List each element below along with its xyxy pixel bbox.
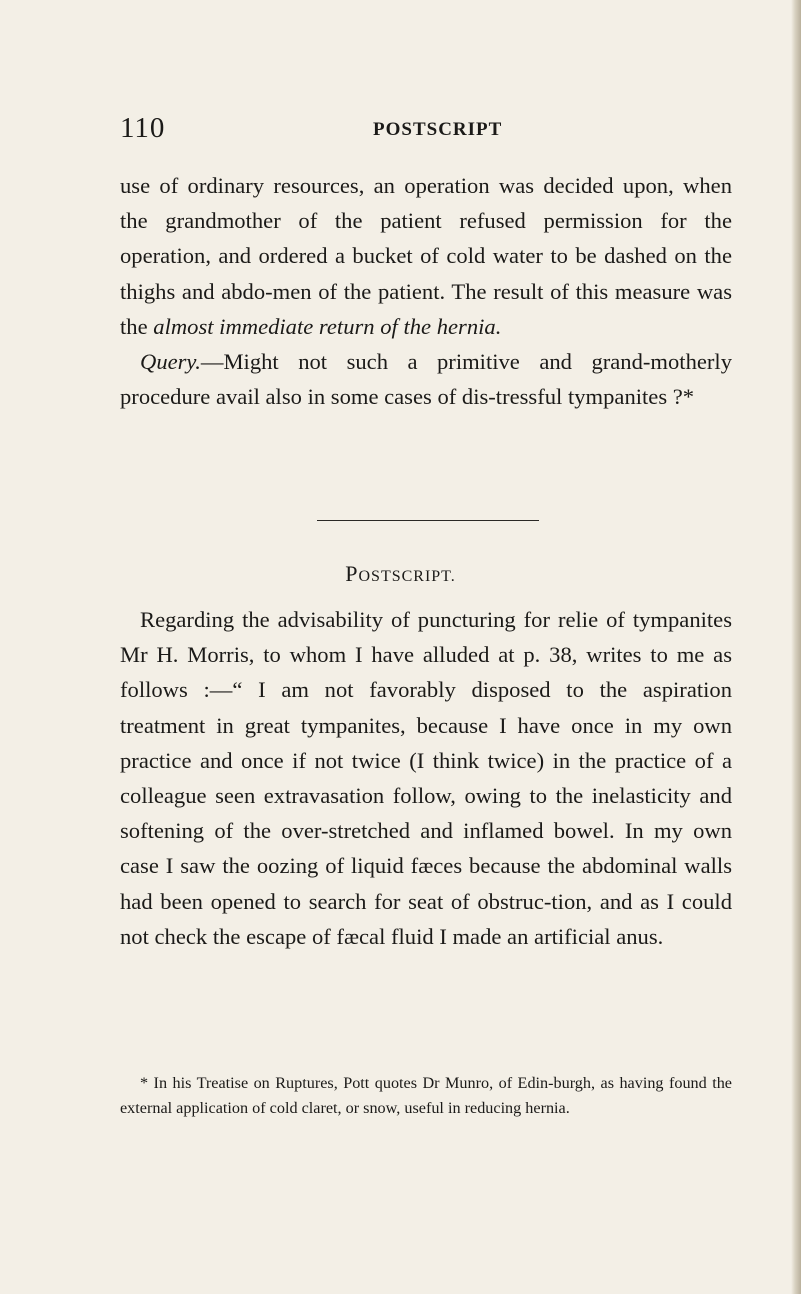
italic-phrase: almost immediate return of the hernia.	[153, 313, 502, 339]
section-divider	[317, 520, 539, 521]
body-text-postscript	[120, 602, 732, 954]
page-edge	[791, 0, 801, 1294]
section-heading	[0, 561, 801, 587]
paragraph-text: use of ordinary resources, an operation was decided upon, when the grandmother of the patient refused permission for the operation, and ordered a bucket of cold water to be dashed on the thighs and abdo-men of the patient. The result of this measure was the	[120, 173, 732, 339]
paragraph-text: —Might not such a primitive and grand-motherly procedure avail also in some cases of dis-tressful tympanites ?*	[120, 349, 732, 410]
section-heading-rest: OSTSCRIPT.	[358, 568, 456, 585]
page-header	[120, 112, 720, 152]
footnote-text: * In his Treatise on Ruptures, Pott quotes Dr Munro, of Edin-burgh, as having found the external application of cold claret, or snow, useful in reducing hernia.	[120, 1074, 732, 1117]
section-heading-initial: P	[345, 561, 359, 586]
paragraph-query	[120, 344, 732, 414]
paragraph-hernia-remedy	[120, 168, 732, 344]
page-number: 110	[120, 112, 166, 144]
query-label: Query.	[140, 349, 201, 375]
body-text-top	[120, 168, 732, 414]
running-head: POSTSCRIPT	[373, 119, 503, 140]
paragraph-postscript: Regarding the advisability of puncturing for relie of tympanites Mr H. Morris, to whom I have alluded at p. 38, writes to me as follows :—“ I am not favorably disposed to the aspiration treatment in great tympanites, because I have once in my own practice and once if not twice (I think twice) in the practice of a colleague seen extravasation follow, owing to the inelasticity and softening of the over-stretched and inflamed bowel. In my own case I saw the oozing of liquid fæces because the abdominal walls had been opened to search for seat of obstruc-tion, and as I could not check the escape of fæcal fluid I made an artificial anus.	[120, 607, 732, 949]
footnote	[120, 1071, 732, 1121]
